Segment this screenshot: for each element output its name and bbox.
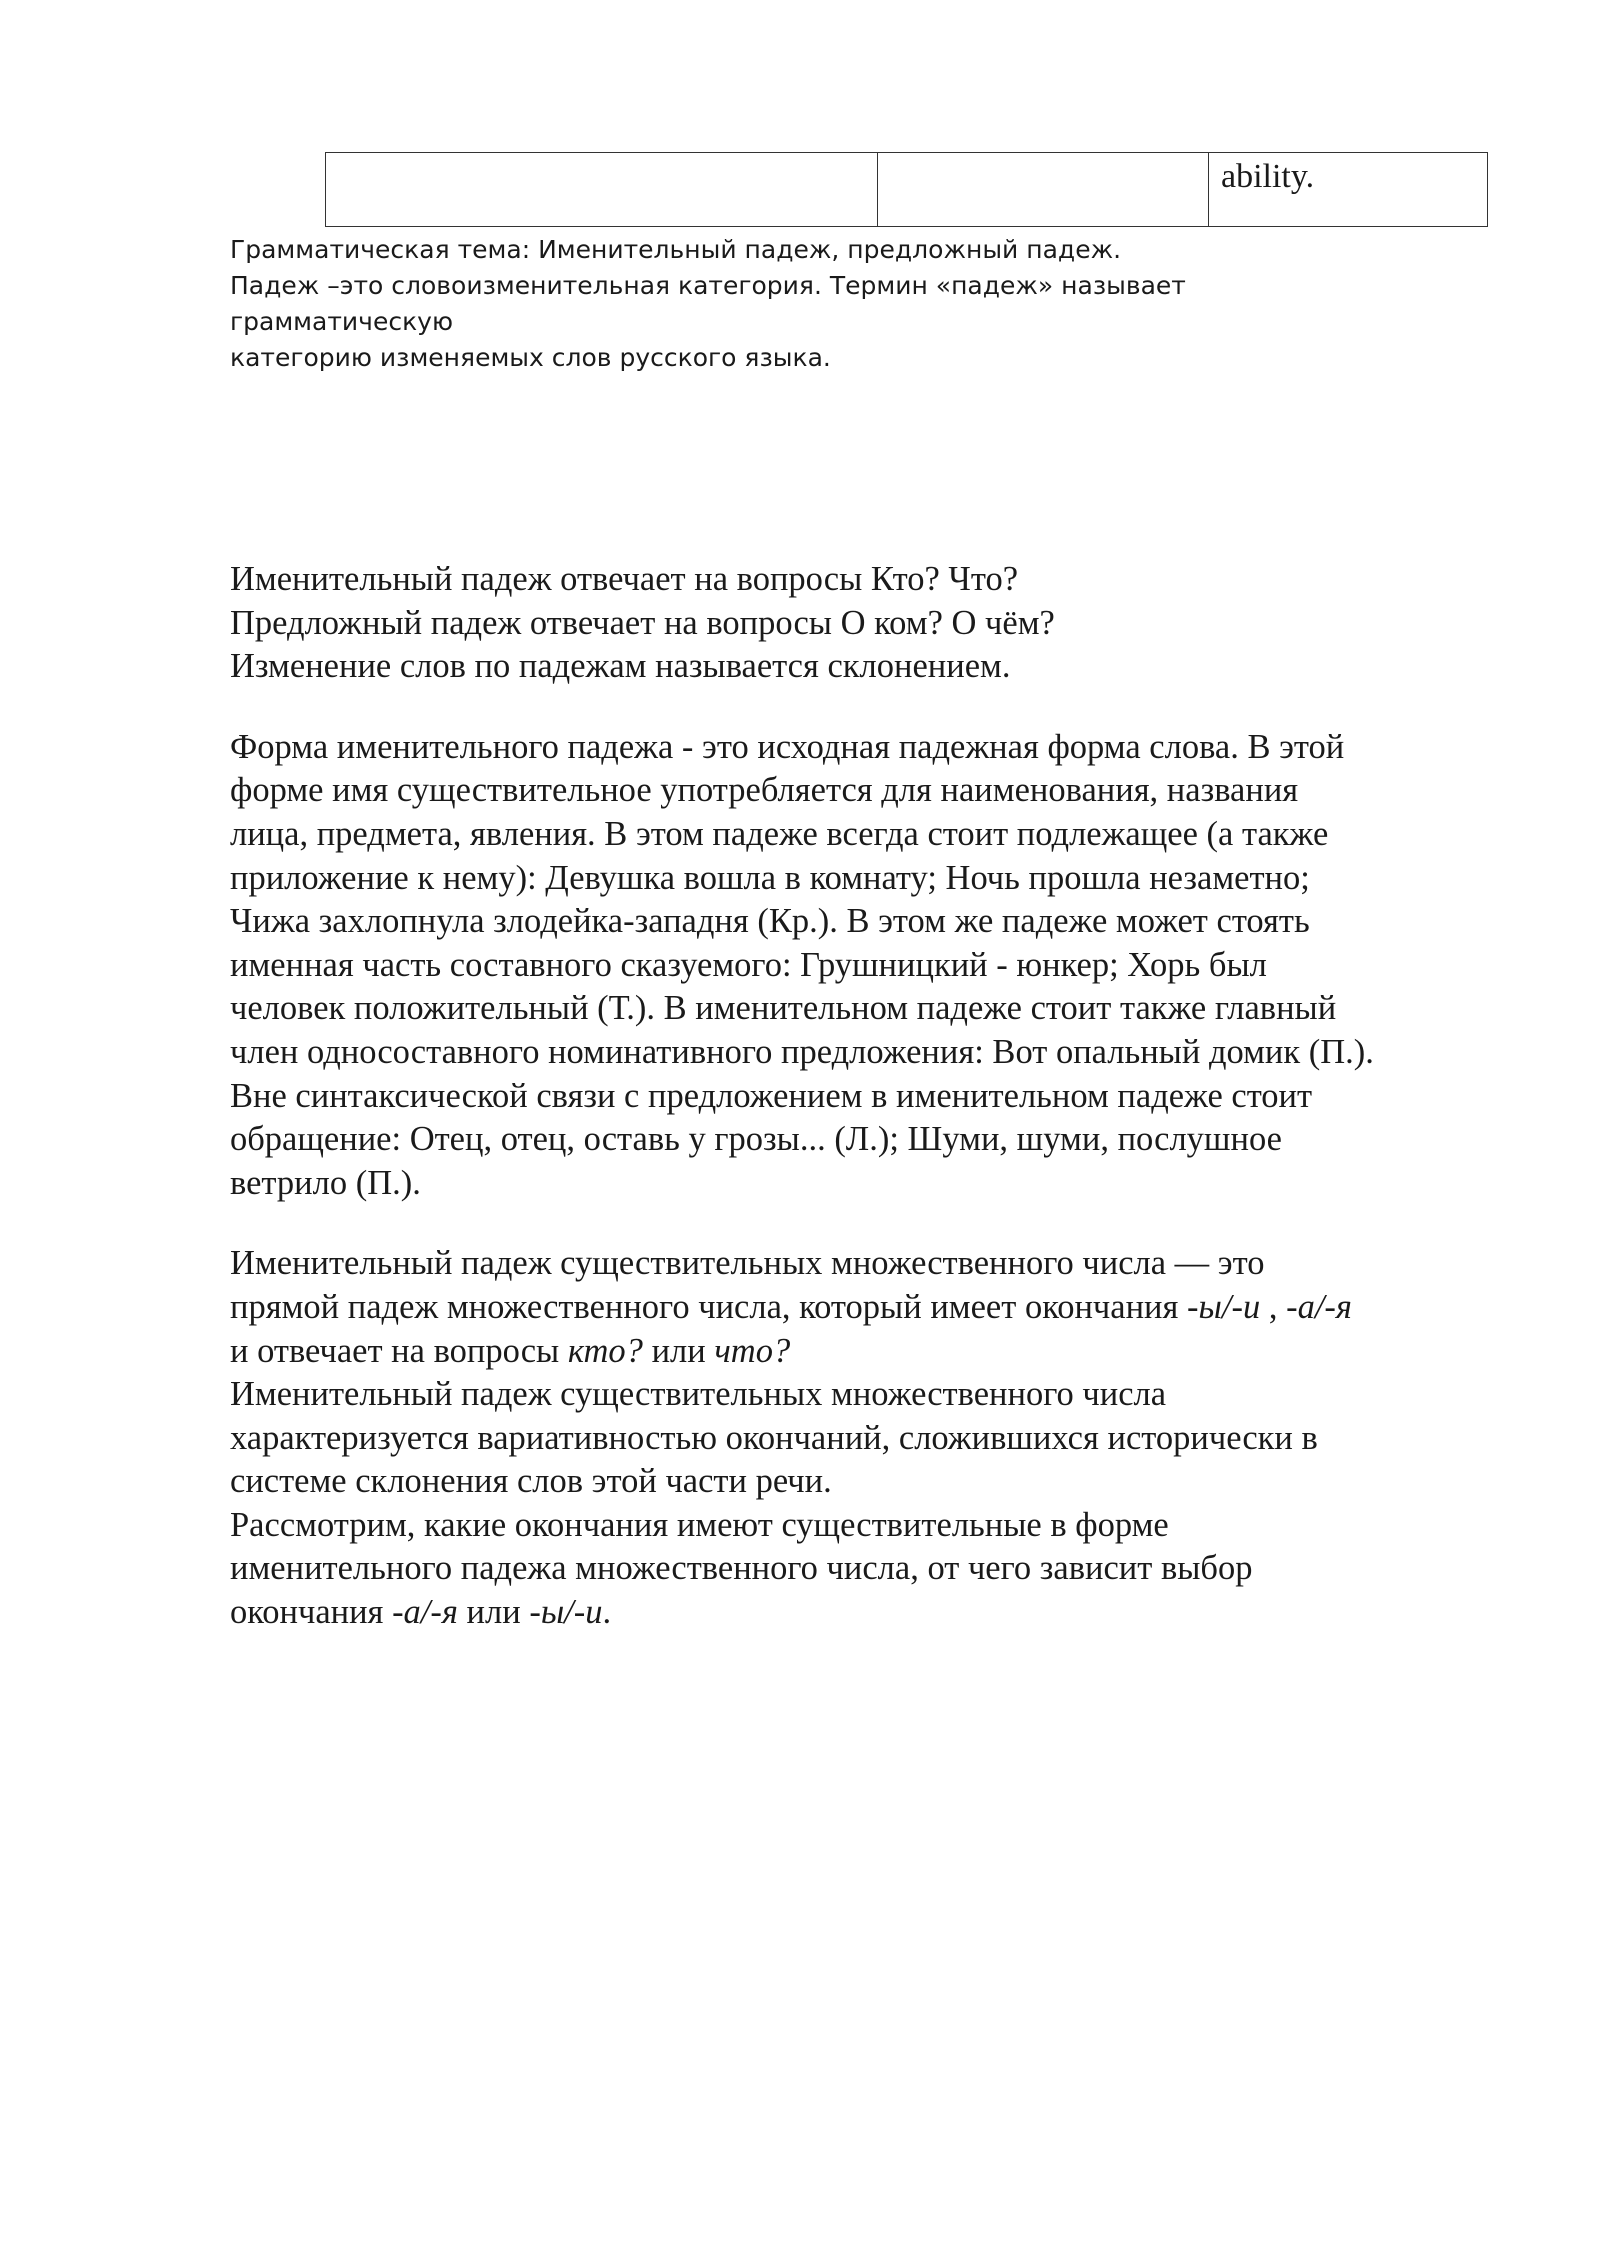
plural-line-1: Именительный падеж существительных множественного числа — это [230,1244,1265,1283]
nominative-line-11: ветрило (П.). [230,1163,421,1202]
question-kto: кто? [567,1331,643,1370]
ending-y-i: -ы/-и [1187,1287,1261,1326]
nominative-line-10: обращение: Отец, отец, оставь у грозы... (Л.); Шуми, шуми, послушное [230,1120,1282,1159]
plural-line-3 [230,1330,1520,1374]
paragraph-gap [230,689,1520,726]
ending-a-ya: -а/-я [1286,1287,1352,1326]
case-definition-line-1: Падеж –это словоизменительная категория. Термин «падеж» называет грамматическую [230,271,1186,336]
ending-a-ya-2: -а/-я [392,1593,458,1632]
grammar-topic: Грамматическая тема: Именительный падеж, предложный падеж. [230,235,1122,264]
plural-line-9-period: . [602,1593,612,1632]
nominative-line-7: человек положительный (Т.). В именительном падеже стоит также главный [230,989,1337,1028]
questions-line-3: Изменение слов по падежам называется склонением. [230,647,1011,686]
main-body-text [230,558,1520,1635]
nominative-line-9: Вне синтаксической связи с предложением в именительном падеже стоит [230,1076,1313,1115]
plural-line-2-sep: , [1260,1287,1287,1326]
plural-line-8: именительного падежа множественного числа, от чего зависит выбор [230,1549,1253,1588]
plural-line-4: Именительный падеж существительных множественного числа [230,1375,1167,1414]
plural-line-6: системе склонения слов этой части речи. [230,1462,832,1501]
questions-line-1: Именительный падеж отвечает на вопросы Кто? Что? [230,560,1019,598]
plural-line-3-or: или [642,1331,715,1370]
plural-line-3-text: и отвечает на вопросы [230,1331,568,1370]
plural-line-2-text: прямой падеж множественного числа, который имеет окончания [230,1287,1188,1326]
plural-line-5: характеризуется вариативностью окончаний, сложившихся исторически в [230,1418,1318,1457]
nominative-line-1: Форма именительного падежа - это исходная падежная форма слова. В этой [230,727,1345,766]
table-cell-3: ability. [1221,158,1315,195]
ending-y-i-2: -ы/-и [529,1593,603,1632]
nominative-line-6: именная часть составного сказуемого: Грушницкий - юнкер; Хорь был [230,945,1267,984]
nominative-line-4: приложение к нему): Девушка вошла в комнату; Ночь прошла незаметно; [230,858,1310,897]
plural-line-9-or: или [457,1593,530,1632]
plural-line-9-text: окончания [230,1593,393,1632]
nominative-line-3: лица, предмета, явления. В этом падеже всегда стоит подлежащее (а также [230,814,1329,853]
grammar-topic-block [230,232,1410,376]
question-chto: что? [714,1331,791,1370]
nominative-line-8: член односоставного номинативного предложения: Вот опальный домик (П.). [230,1032,1374,1071]
plural-line-9 [230,1591,1520,1635]
case-definition-line-2: категорию изменяемых слов русского языка. [230,343,831,372]
nominative-line-5: Чижа захлопнула злодейка-западня (Кр.). В этом же падеже может стоять [230,902,1310,941]
table-cell-2 [878,153,1209,226]
table-fragment [325,152,1488,227]
paragraph-gap [230,1205,1520,1242]
table-cell-1 [326,153,878,226]
questions-line-2: Предложный падеж отвечает на вопросы О ком? О чём? [230,603,1055,642]
nominative-line-2: форме имя существительное употребляется для наименования, названия [230,771,1299,810]
plural-line-7: Рассмотрим, какие окончания имеют существительные в форме [230,1505,1169,1544]
plural-line-2 [230,1286,1520,1330]
